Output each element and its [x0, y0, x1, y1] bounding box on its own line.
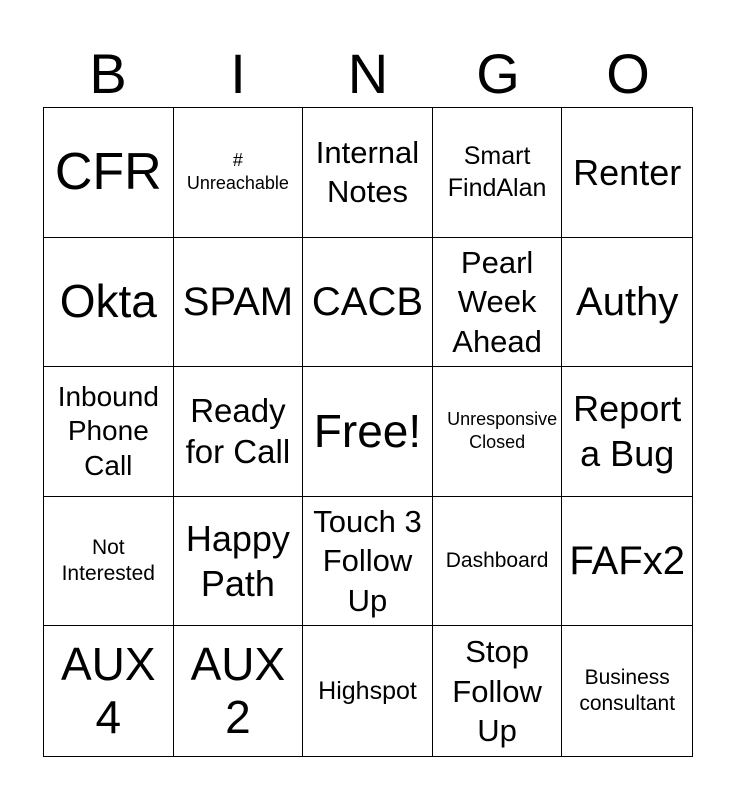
bingo-cell-r2c2[interactable]: [174, 238, 304, 368]
bingo-cell-r5c5[interactable]: [562, 626, 692, 756]
bingo-cell-r4c3[interactable]: [303, 497, 433, 627]
bingo-header: [43, 40, 693, 108]
cell-label: Internal Notes: [315, 134, 420, 210]
bingo-cell-r4c4[interactable]: [433, 497, 563, 627]
bingo-cell-r2c4[interactable]: [433, 238, 563, 368]
cell-label: Not Interested: [61, 535, 155, 586]
bingo-board: [43, 107, 693, 757]
cell-label: Happy Path: [185, 518, 290, 605]
cell-label: Unresponsive Closed: [447, 409, 558, 453]
bingo-cell-r3c1[interactable]: [44, 367, 174, 497]
header-letter-o: O: [606, 42, 650, 105]
bingo-cell-r2c1[interactable]: [44, 238, 174, 368]
cell-label: Highspot: [318, 676, 417, 705]
cell-label: AUX 2: [190, 638, 286, 744]
cell-label: Smart FindAlan: [447, 141, 547, 203]
cell-label: Dashboard: [445, 548, 549, 572]
bingo-cell-r5c1[interactable]: [44, 626, 174, 756]
cell-label: Stop Follow Up: [452, 634, 542, 748]
cell-label: Business consultant: [579, 665, 676, 716]
cell-label: AUX 4: [61, 638, 156, 744]
cell-label: CACB: [311, 279, 424, 324]
cell-label: SPAM: [182, 279, 294, 324]
cell-label: Okta: [59, 275, 157, 328]
bingo-cell-r2c3[interactable]: [303, 238, 433, 368]
cell-label: Inbound Phone Call: [57, 381, 159, 481]
bingo-cell-r4c2[interactable]: [174, 497, 304, 627]
bingo-cell-r4c1[interactable]: [44, 497, 174, 627]
bingo-cell-r5c4[interactable]: [433, 626, 563, 756]
cell-label: Touch 3 Follow Up: [313, 504, 422, 618]
cell-label: Pearl Week Ahead: [452, 244, 542, 359]
bingo-cell-r4c5[interactable]: [562, 497, 692, 627]
cell-label: CFR: [54, 142, 162, 201]
cell-label: Report a Bug: [573, 388, 682, 475]
bingo-cell-r1c5[interactable]: [562, 108, 692, 238]
bingo-cell-r1c2[interactable]: [174, 108, 304, 238]
bingo-cell-r5c2[interactable]: [174, 626, 304, 756]
bingo-cell-r3c2[interactable]: [174, 367, 304, 497]
cell-label: FAFx2: [569, 539, 685, 584]
bingo-cell-r1c3[interactable]: [303, 108, 433, 238]
bingo-cell-free[interactable]: [303, 367, 433, 497]
bingo-cell-r1c1[interactable]: [44, 108, 174, 238]
cell-label: Authy: [576, 279, 679, 324]
bingo-cell-r5c3[interactable]: [303, 626, 433, 756]
cell-label: Renter: [573, 151, 682, 193]
cell-label: # Unreachable: [186, 149, 289, 194]
cell-label: Ready for Call: [185, 392, 291, 471]
header-letter-b: B: [89, 42, 127, 105]
bingo-cell-r2c5[interactable]: [562, 238, 692, 368]
header-letter-i: I: [230, 42, 246, 105]
cell-label: Free!: [313, 405, 422, 458]
header-letter-g: G: [476, 42, 520, 105]
bingo-cell-r1c4[interactable]: [433, 108, 563, 238]
bingo-cell-r3c4[interactable]: [433, 367, 563, 497]
bingo-cell-r3c5[interactable]: [562, 367, 692, 497]
header-letter-n: N: [347, 42, 389, 105]
